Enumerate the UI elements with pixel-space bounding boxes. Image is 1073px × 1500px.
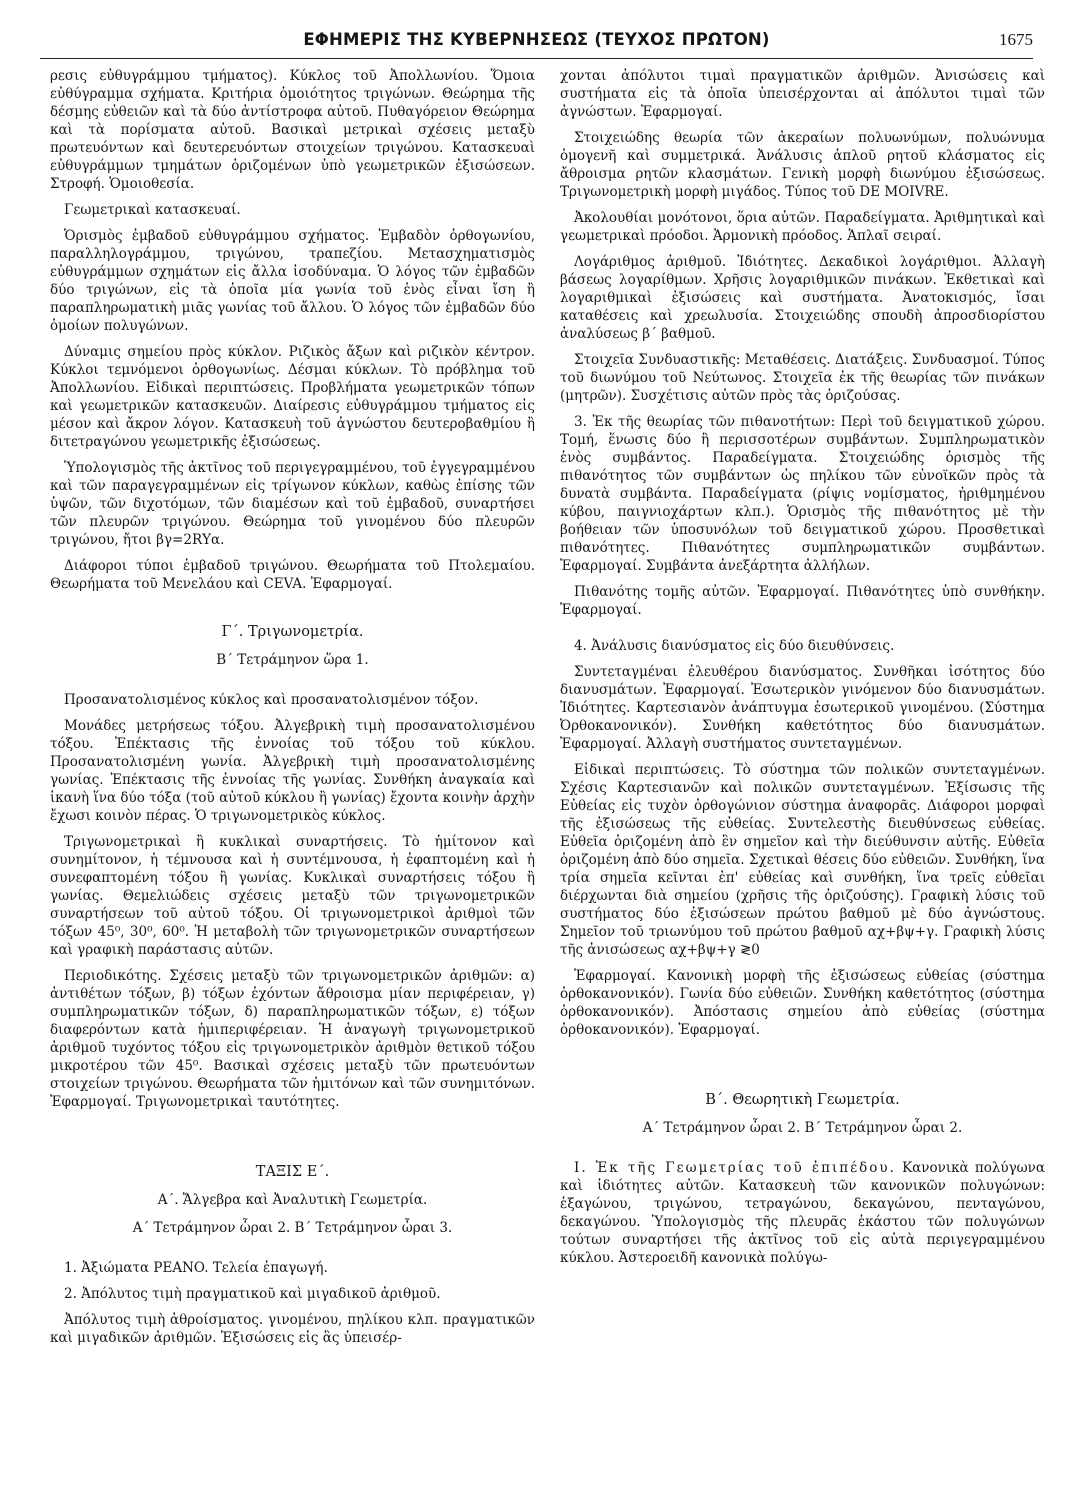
paragraph: Διάφοροι τύποι ἐμβαδοῦ τριγώνου. Θεωρήματα τοῦ Πτολεμαίου. Θεωρήματα τοῦ Μενελάου καὶ CEVA. Ἐφαρμογαί. [50,558,535,592]
paragraph: ρεσις εὐθυγράμμου τμήματος). Κύκλος τοῦ Ἀπολλωνίου. Ὅμοια εὐθύγραμμα σχήματα. Κριτήρια ὁμοιότητος τριγώνων. Θεώρημα τῆς δέσμης εὐθειῶν καὶ τὰ δύο ἀντίστροφα αὐτοῦ. Πυθαγόρειον Θεώρημα καὶ τὰ πορίσματα αὐτοῦ. Βασικαὶ μετρικαὶ σχέσεις μεταξὺ πρωτευόντων καὶ δευτερευόντων στοιχείων τριγώνου. Κατασκευαὶ εὐθυγράμμων τμημάτων ὁριζομένων ὑπὸ γεωμετρικῶν ἐξισώσεων. Στροφή. Ὁμοιοθεσία. [50,68,535,192]
section-subheading: Α΄ Τετράμηνον ὧραι 2. Β΄ Τετράμηνον ὧραι 2. [642,1120,963,1136]
section-heading-algebra: Α΄. Ἄλγεβρα καὶ Ἀναλυτικὴ Γεωμετρία. [157,1192,428,1208]
paragraph: Δύναμις σημείου πρὸς κύκλον. Ριζικὸς ἄξων καὶ ριζικὸν κέντρον. Κύκλοι τεμνόμενοι ὀρθογωνίως. Δέσμαι κύκλων. Τὸ πρόβλημα τοῦ Ἀπολλωνίου. Εἰδικαὶ περιπτώσεις. Προβλήματα γεωμετρικῶν τόπων καὶ γεωμετρικῶν κατασκευῶν. Διαίρεσις εὐθυγράμμου τμήματος εἰς μέσον καὶ ἄκρον λόγον. Κατασκευὴ τοῦ ἀγνώστου δευτεροβαθμίου ἢ διτετραγώνου γεωμετρικῆς ἐξισώσεως. [50,344,535,450]
right-column [560,67,1045,1275]
paragraph: Πιθανότης τομῆς αὐτῶν. Ἐφαρμογαί. Πιθανότητες ὑπὸ συνθήκην. Ἐφαρμογαί. [560,584,1045,618]
paragraph: Ἀπόλυτος τιμὴ ἀθροίσματος. γινομένου, πηλίκου κλπ. πραγματικῶν καὶ μιγαδικῶν ἀριθμῶν. Ἐξισώσεις εἰς ἃς ὑπεισέρ- [50,1312,535,1346]
numbered-item: 4. Ἀνάλυσις διανύσματος εἰς δύο διευθύνσεις. [574,638,895,654]
section-subheading: Β΄ Τετράμηνον ὥρα 1. [216,652,369,668]
numbered-item: 3. Ἐκ τῆς θεωρίας τῶν πιθανοτήτων: Περὶ τοῦ δειγματικοῦ χώρου. Τομή, ἕνωσις δύο ἢ περισσοτέρων συμβάντων. Συμπληρωματικὸν ἑνὸς συμβάντος. Παραδείγματα. Στοιχειώδης ὁρισμὸς τῆς πιθανότητος τῶν συμβάντων ὡς πηλίκου τῶν εὐνοϊκῶν πρὸς τὰ δυνατὰ συμβάντα. Παραδείγματα (ρίψις νομίσματος, ἠριθμημένου κύβου, παιγνιοχάρτων κλπ.). Ὁρισμὸς τῆς πιθανότητος μὲ τὴν βοήθειαν τῶν ὑποσυνόλων τοῦ δειγματικοῦ χώρου. Προσθετικαὶ πιθανότητες. Πιθανότητες συμπληρωματικῶν συμβάντων. Ἐφαρμογαί. Συμβάντα ἀνεξάρτητα ἀλλήλων. [560,414,1045,574]
paragraph: Περιοδικότης. Σχέσεις μεταξὺ τῶν τριγωνομετρικῶν ἀριθμῶν: α) ἀντιθέτων τόξων, β) τόξων ἐχόντων ἄθροισμα μίαν περιφέρειαν, γ) συμπληρωματικῶν τόξων, δ) παραπληρωματικῶν τόξων, ε) τόξων διαφερόντων κατὰ ἡμιπεριφέρειαν. Ἡ ἀναγωγὴ τριγωνομετρικοῦ ἀριθμοῦ τυχόντος τόξου εἰς τριγωνομετρικὸν ἀριθμὸν θετικοῦ τόξου μικροτέρου τῶν 45⁰. Βασικαὶ σχέσεις μεταξὺ τῶν πρωτευόντων στοιχείων τριγώνου. Θεωρήματα τῶν ἡμιτόνων καὶ τῶν συνημιτόνων. Ἐφαρμογαί. Τριγωνομετρικαὶ ταυτότητες. [50,968,535,1110]
page-header [40,30,1033,58]
paragraph: Λογάριθμος ἀριθμοῦ. Ἰδιότητες. Δεκαδικοὶ λογάριθμοι. Ἀλλαγὴ βάσεως λογαρίθμων. Χρῆσις λογαριθμικῶν πινάκων. Ἐκθετικαὶ καὶ λογαριθμικαὶ ἐξισώσεις καὶ συστήματα. Ἀνατοκισμός, ἴσαι καταθέσεις καὶ χρεωλυσία. Στοιχειώδης σπουδὴ ἀπροσδιορίστου ἀναλύσεως β΄ βαθμοῦ. [560,254,1045,342]
numbered-item: 2. Ἀπόλυτος τιμὴ πραγματικοῦ καὶ μιγαδικοῦ ἀριθμοῦ. [64,1286,441,1302]
section-heading-trigonometry: Γ΄. Τριγωνομετρία. [221,624,364,640]
page-number: 1675 [999,30,1033,49]
item-text: Κανονικὰ πολύγωνα καὶ ἰδιότητες αὐτῶν. Κατασκευὴ τῶν κανονικῶν πολυγώνων: ἑξαγώνου, τριγώνου, τετραγώνου, δεκαγώνου, πενταγώνου, δεκαγώνου. Ὑπολογισμὸς τῆς πλευρᾶς ἑκάστου τῶν πολυγώνων τούτων συναρτήσει τῆς ἀκτῖνος τοῦ εἰς αὐτὰ περιγεγραμμένου κύκλου. Ἀστεροειδῆ κανονικὰ πολύγω- [560,1160,1046,1266]
item-lead: Ι. Ἐκ τῆς Γεωμετρίας τοῦ ἐπιπέδου. [574,1160,896,1176]
section-subheading: Α΄ Τετράμηνον ὧραι 2. Β΄ Τετράμηνον ὧραι 3. [132,1220,453,1236]
paragraph: Στοιχειώδης θεωρία τῶν ἀκεραίων πολυωνύμων, πολυώνυμα ὁμογενῆ καὶ συμμετρικά. Ἀνάλυσις ἁπλοῦ ρητοῦ κλάσματος εἰς ἄθροισμα ρητῶν κλασμάτων. Γενικὴ μορφὴ διωνύμου ἐξισώσεως. Τριγωνομετρικὴ μορφὴ μιγάδος. Τύπος τοῦ DE MOIVRE. [560,130,1045,200]
paragraph: Μονάδες μετρήσεως τόξου. Ἀλγεβρικὴ τιμὴ προσανατολισμένου τόξου. Ἐπέκτασις τῆς ἐννοίας τοῦ τόξου τοῦ κύκλου. Προσανατολισμένη γωνία. Ἀλγεβρικὴ τιμὴ προσανατολισμένης γωνίας. Ἐπέκτασις τῆς ἐννοίας τῆς γωνίας. Συνθήκη ἀναγκαία καὶ ἱκανὴ ἵνα δύο τόξα (τοῦ αὐτοῦ κύκλου ἢ γωνίας) ἔχοντα κοινὴν ἀρχὴν ἔχωσι κοινὸν πέρας. Ὁ τριγωνομετρικὸς κύκλος. [50,718,535,824]
paragraph: Εἰδικαὶ περιπτώσεις. Τὸ σύστημα τῶν πολικῶν συντεταγμένων. Σχέσις Καρτεσιανῶν καὶ πολικῶν συντεταγμένων. Ἐξίσωσις τῆς Εὐθείας εἰς τυχὸν ὀρθογώνιον σύστημα ἀναφορᾶς. Διάφοροι μορφαὶ τῆς ἐξισώσεως τῆς εὐθείας. Συντελεστὴς διευθύνσεως εὐθείας. Εὐθεῖα ὁριζομένη ἀπὸ ἓν σημεῖον καὶ τὴν διεύθυνσιν αὐτῆς. Εὐθεῖα ὁριζομένη ἀπὸ δύο σημεῖα. Σχετικαὶ θέσεις δύο εὐθειῶν. Συνθήκη, ἵνα τρία σημεῖα κεῖνται ἐπ' εὐθείας καὶ συνθήκη, ἵνα τρεῖς εὐθεῖαι διέρχωνται διὰ σημείου (χρῆσις τῆς ὁριζούσης). Γραφικὴ λύσις τοῦ συστήματος δύο ἐξισώσεων πρώτου βαθμοῦ μὲ δύο ἀγνώστους. Σημεῖον τοῦ τριωνύμου τοῦ πρώτου βαθμοῦ αχ+βψ+γ. Γραφικὴ λύσις τῆς ἀνισώσεως αχ+βψ+γ ≷0 [560,762,1045,958]
paragraph: Στοιχεῖα Συνδυαστικῆς: Μεταθέσεις. Διατάξεις. Συνδυασμοί. Τύπος τοῦ διωνύμου τοῦ Νεύτωνος. Στοιχεῖα ἐκ τῆς θεωρίας τῶν πινάκων (μητρῶν). Συσχέτισις αὐτῶν πρὸς τὰς ὁριζούσας. [560,352,1045,404]
left-column [50,67,535,1355]
numbered-item: 1. Ἀξιώματα PEANO. Τελεία ἐπαγωγή. [64,1260,328,1276]
class-heading: ΤΑΞΙΣ Ε΄. [255,1164,330,1180]
paragraph: Τριγωνομετρικαὶ ἢ κυκλικαὶ συναρτήσεις. Τὸ ἡμίτονον καὶ συνημίτονον, ἡ τέμνουσα καὶ ἡ συντέμνουσα, ἡ ἐφαπτομένη καὶ ἡ συνεφαπτομένη τόξου ἢ γωνίας. Κυκλικαὶ συναρτήσεις τόξου ἢ γωνίας. Θεμελιώδεις σχέσεις μεταξὺ τῶν τριγωνομετρικῶν συναρτήσεων τοῦ αὐτοῦ τόξου. Οἱ τριγωνομετρικοὶ ἀριθμοὶ τῶν τόξων 45⁰, 30⁰, 60⁰. Ἡ μεταβολὴ τῶν τριγωνομετρικῶν συναρτήσεων καὶ γραφικὴ παράστασις αὐτῶν. [50,834,535,958]
paragraph: Προσανατολισμένος κύκλος καὶ προσανατολισμένον τόξον. [64,692,479,708]
header-rule [40,58,1033,59]
paragraph: Ὁρισμὸς ἐμβαδοῦ εὐθυγράμμου σχήματος. Ἐμβαδὸν ὀρθογωνίου, παραλληλογράμμου, τριγώνου, τραπεζίου. Μετασχηματισμὸς εὐθυγράμμων σχημάτων εἰς ἄλλα ἰσοδύναμα. Ὁ λόγος τῶν ἐμβαδῶν δύο τριγώνων, εἰς τὰ ὁποῖα μία γωνία τοῦ ἑνὸς εἶναι ἴση ἢ παραπληρωματικὴ μιᾶς γωνίας τοῦ ἄλλου. Ὁ λόγος τῶν ἐμβαδῶν δύο ὁμοίων πολυγώνων. [50,228,535,334]
paragraph: Γεωμετρικαὶ κατασκευαί. [64,202,241,218]
paragraph: Συντεταγμέναι ἐλευθέρου διανύσματος. Συνθῆκαι ἰσότητος δύο διανυσμάτων. Ἐφαρμογαί. Ἐσωτερικὸν γινόμενον δύο διανυσμάτων. Ἰδιότητες. Καρτεσιανὸν ἀνάπτυγμα ἐσωτερικοῦ γινομένου. (Σύστημα Ὀρθοκανονικόν). Συνθήκη καθετότητος δύο διανυσμάτων. Ἐφαρμογαί. Ἀλλαγὴ συστήματος συντεταγμένων. [560,664,1045,752]
numbered-item [560,1159,1045,1267]
header-title: ΕΦΗΜΕΡΙΣ ΤΗΣ ΚΥΒΕΡΝΗΣΕΩΣ (ΤΕΥΧΟΣ ΠΡΩΤΟΝ) [303,30,770,49]
section-heading-geometry: Β΄. Θεωρητικὴ Γεωμετρία. [705,1092,900,1108]
paragraph: χονται ἀπόλυτοι τιμαὶ πραγματικῶν ἀριθμῶν. Ἀνισώσεις καὶ συστήματα εἰς τὰ ὁποῖα ὑπεισέρχονται αἱ ἀπόλυτοι τιμαὶ τῶν ἀγνώστων. Ἐφαρμογαί. [560,68,1045,120]
paragraph: Ἐφαρμογαί. Κανονικὴ μορφὴ τῆς ἐξισώσεως εὐθείας (σύστημα ὀρθοκανονικόν). Γωνία δύο εὐθειῶν. Συνθήκη καθετότητος (σύστημα ὀρθοκανονικόν). Ἀπόστασις σημείου ἀπὸ εὐθείας (σύστημα ὀρθοκανονικόν). Ἐφαρμογαί. [560,968,1045,1038]
paragraph: Ὑπολογισμὸς τῆς ἀκτῖνος τοῦ περιγεγραμμένου, τοῦ ἐγγεγραμμένου καὶ τῶν παραγεγραμμένων εἰς τρίγωνον κύκλων, καθὼς ἐπίσης τῶν ὑψῶν, τῶν διχοτόμων, τῶν διαμέσων καὶ τοῦ ἐμβαδοῦ, συναρτήσει τῶν πλευρῶν τριγώνου. Θεώρημα τοῦ γινομένου δύο πλευρῶν τριγώνου, ἤτοι βγ=2RΥα. [50,460,535,548]
paragraph: Ἀκολουθίαι μονότονοι, ὅρια αὐτῶν. Παραδείγματα. Ἀριθμητικαὶ καὶ γεωμετρικαὶ πρόοδοι. Ἁρμονικὴ πρόοδος. Ἁπλαῖ σειραί. [560,210,1045,244]
